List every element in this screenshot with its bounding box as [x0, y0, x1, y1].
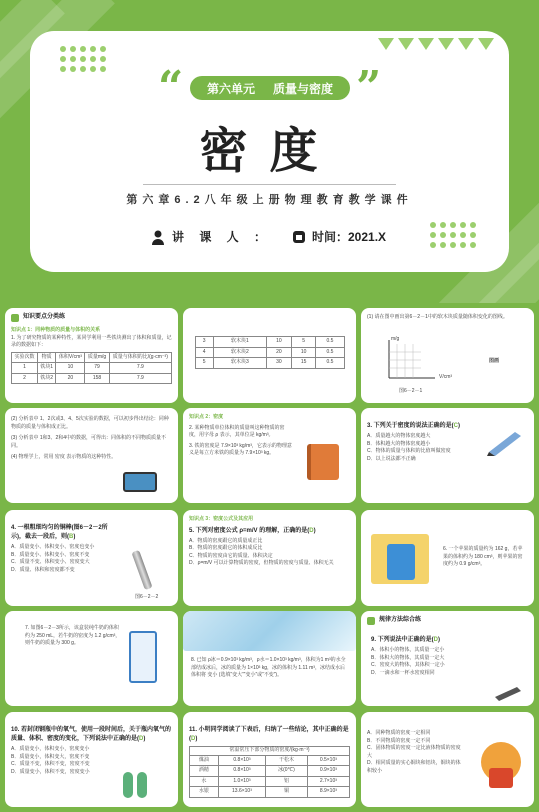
table-cell: 13.6×10³: [218, 787, 266, 798]
answer-choice: D: [433, 637, 439, 643]
table-cell: 8.9×10³: [307, 787, 349, 798]
option-a: A．质量变小，体积变小，密度变小: [11, 746, 90, 752]
knowledge-point: 知识点 3：密度公式及其应用: [189, 516, 254, 522]
table-cell: 7.9: [109, 363, 171, 374]
question-text: 3. 铁的密度是 7.9×10³ kg/m³，它表示的物理意义是每立方米铁的质量为 7.9×10³ kg。: [189, 442, 292, 456]
table-cell: 铜: [266, 787, 308, 798]
table-cell: 软木块3: [213, 358, 266, 369]
unit-tag: [190, 76, 350, 100]
table-cell: 1: [12, 363, 38, 374]
table-cell: 2: [12, 373, 38, 384]
answer-choice: D: [191, 736, 196, 742]
slide-thumb-11[interactable]: [183, 611, 356, 706]
slide-thumb-14[interactable]: [183, 712, 356, 807]
table-cell: 0.9×10³: [307, 766, 349, 777]
table-cell: 79: [85, 363, 109, 374]
title-slide: [0, 0, 539, 303]
option-c: C．质量不变、体积变小、密度变大: [11, 559, 90, 565]
table-cell: 0.5: [316, 347, 344, 358]
slide-header: [5, 308, 178, 327]
table-cell: 煤油: [190, 755, 219, 766]
triangle-deco: [438, 38, 454, 50]
option-d: D．相同质量的实心铜块和铝块，铜块的体积较小: [367, 760, 461, 774]
option-a: A．同种物质的密度一定相同: [367, 730, 431, 736]
knowledge-point: 知识点 2：密度: [189, 414, 224, 420]
graph-grid-figure: [381, 336, 441, 388]
answer-text: (3) 分析表中 1和3、2和4中的数据，可得出：同体积的不同物质质量不同。: [11, 435, 167, 449]
table-cell: 20: [267, 347, 292, 358]
answer-choice: C: [453, 423, 459, 429]
table-cell: 冰(0℃): [266, 766, 308, 777]
question-title: [189, 527, 350, 536]
table-cell: 0.8×10³: [218, 766, 266, 777]
ice-image: [183, 611, 356, 651]
table-cell: 20: [56, 373, 85, 384]
table-cell: 158: [85, 373, 109, 384]
question-title: [11, 524, 119, 542]
time-label: 时间：2021.X: [312, 230, 387, 244]
slide-thumb-4[interactable]: [5, 408, 178, 503]
option-d: D．以上说法都不正确: [367, 455, 416, 462]
subtitle: 第六章6.2八年级上册物理教育教学课件: [126, 194, 413, 206]
laptop-image: [123, 472, 157, 492]
table-header: 质量m/g: [85, 352, 109, 363]
option-c: C．密度大的物体，其体积一定小: [371, 662, 445, 668]
option-c: C．物体的质量与体积的比值叫做密度: [367, 448, 451, 454]
slide-thumbnail-grid: [0, 303, 539, 812]
gas-cylinder-image: [123, 772, 133, 798]
table-cell: 铁块2: [37, 373, 55, 384]
table-header: 物质: [37, 352, 55, 363]
table-cell: 10: [56, 363, 85, 374]
question-stem: 11. 小明同学阅读了下表后，归纳了一些结论，其中正确的是(: [189, 727, 349, 742]
paren-close: ): [195, 736, 198, 742]
option-b: B．体积越大的物体密度越小: [367, 440, 431, 447]
quote-close-mark: ”: [356, 62, 382, 113]
table-cell: 10: [291, 347, 316, 358]
table-cell: 0.5×10³: [307, 755, 349, 766]
table-cell: 软木块1: [213, 337, 266, 348]
dot-grid-deco: [60, 46, 106, 72]
option-b: B．体积大的物体，其质量一定大: [371, 654, 445, 661]
paren-close: ): [438, 637, 441, 643]
answer-choice: B: [69, 534, 74, 540]
paren-close: ): [313, 527, 316, 534]
slide-thumb-2[interactable]: [183, 308, 356, 403]
table-cell: 15: [291, 358, 316, 369]
slide-thumb-7[interactable]: [5, 510, 178, 606]
slide-thumb-8[interactable]: [183, 510, 356, 606]
option-b: B．质量变小、体积变小、密度不变: [11, 551, 90, 558]
axis-x-label: V/cm³: [439, 374, 453, 380]
gas-cylinder-image: [137, 772, 147, 798]
option-a: A．体积小的物体，其质量一定小: [371, 647, 445, 653]
table-cell: 0.5: [316, 358, 344, 369]
option-a: A．质量变小、体积变小、密度也变小: [11, 544, 95, 550]
table-header: 实验次数: [12, 352, 38, 363]
option-c: C．固体物质的密度一定比液体物质的密度大: [367, 745, 461, 759]
option-c: C．质量不变，体积不变，密度不变: [11, 761, 90, 767]
question-stem: 4. 一根粗细均匀的铜棒(图6－2－2所示)，截去一段后，则(: [11, 525, 108, 540]
triangle-deco: [478, 38, 494, 50]
table-cell: 0.8×10³: [218, 755, 266, 766]
divider: [143, 184, 396, 185]
slide-thumb-6[interactable]: [361, 408, 534, 503]
option-a: A．质量越大的物体密度越大: [367, 433, 431, 439]
time-row: [292, 228, 386, 245]
table-header: 质量与体积的比/(g·cm⁻³): [109, 352, 171, 363]
table-cell: 软木块2: [213, 347, 266, 358]
section-title: 规律方法综合练: [379, 617, 422, 623]
slide-thumb-5[interactable]: [183, 408, 356, 503]
table-cell: 3: [195, 337, 213, 348]
question-stem: 9. 下列说法中正确的是(: [371, 637, 434, 643]
slide-thumb-10[interactable]: [5, 611, 178, 706]
option-b: B．物质的密度跟它的体积成反比: [189, 545, 263, 551]
question-text: 6. 一个苹果的质量约为 162 g，若苹果的体积约为 180 cm³，则苹果的密度约为 0.9 g/cm³。: [443, 546, 523, 567]
table-cell: 0.5: [316, 337, 344, 348]
table-cell: 水银: [190, 787, 219, 798]
option-d: D．质量、体积和密度都不变: [11, 566, 75, 573]
table-cell: 5: [291, 337, 316, 348]
table-cell: 4: [195, 347, 213, 358]
option-d: D．ρ=m/V 可以计算物质的密度，但物质的密度与质量、体积无关: [189, 560, 334, 566]
dot-grid-deco: [430, 222, 476, 248]
answer-choice: D: [309, 527, 314, 534]
question-stem: 3. 下列关于密度的说法正确的是(: [367, 423, 454, 429]
table-header: 体积V/cm³: [56, 352, 85, 363]
book-image: [307, 444, 339, 480]
slide-header: [361, 611, 534, 630]
slide-thumb-15[interactable]: [361, 712, 534, 807]
illustration-image: [387, 544, 415, 580]
table-cell: 5: [195, 358, 213, 369]
question-stem: 10. 若封闭钢瓶中的氧气，使用一段时间后，关于瓶内氧气的质量、体积、密度的变化，下列说法中正确的是(: [11, 727, 172, 742]
table-caption: 常温常压下部分物质的密度/(kg·m⁻³): [189, 746, 350, 755]
option-b: B．不同物质的密度一定不同: [367, 737, 431, 744]
answer-text: (4) 物理学上，常用 密度 表示物质的这种特性。: [11, 454, 117, 460]
triangle-deco: [398, 38, 414, 50]
slide-thumb-13[interactable]: [5, 712, 178, 807]
quote-open-mark: “: [158, 62, 184, 113]
table-cell: 2.7×10³: [307, 776, 349, 787]
triangle-deco: [378, 38, 394, 50]
table-cell: 7.9: [109, 373, 171, 384]
table-cell: 1.0×10³: [218, 776, 266, 787]
paren-close: ): [458, 423, 461, 429]
slide-thumb-12[interactable]: [361, 611, 534, 706]
question-text: 7. 如图6－2－3所示，该盒装纯牛奶的体积约为 250 mL，若牛奶的密度为 1.2 g/cm³，则牛奶的质量为 300 g。: [25, 625, 121, 646]
table-cell: 30: [267, 358, 292, 369]
density-table: [189, 755, 350, 798]
table-cell: 10: [267, 337, 292, 348]
question-title: [189, 726, 350, 744]
triangle-deco: [458, 38, 474, 50]
option-d: D．一滴水和一杯水密度相同: [371, 669, 435, 676]
question-title: [11, 726, 172, 744]
question-stem: 5. 下列对密度公式 ρ=m/V 的理解，正确的是(: [189, 527, 310, 534]
figure-caption: 图6－2－2: [135, 594, 159, 600]
figure-caption: 图6－2－1: [399, 388, 423, 394]
slide-thumb-1[interactable]: [5, 308, 178, 403]
question-text: (1) 请在图中画出第6－2－1中的软木块质量随体积变化的图线。: [367, 314, 508, 320]
section-title: 知识要点分类练: [23, 314, 66, 320]
paren-close: ): [73, 534, 76, 540]
calendar-icon: [292, 230, 306, 244]
table-cell: 水: [190, 776, 219, 787]
slide-thumb-9[interactable]: [361, 510, 534, 606]
table-cell: 干松木: [266, 755, 308, 766]
option-b: B．质量变小，体积变大，密度不变: [11, 753, 90, 760]
speaker-row: [150, 228, 272, 245]
table-cell: 铁块1: [37, 363, 55, 374]
delivery-rider-image: [489, 768, 513, 788]
axis-y-label: m/g: [391, 336, 400, 342]
data-table: [11, 352, 172, 385]
teacher-icon: [150, 229, 166, 245]
table-cell: 铝: [266, 776, 308, 787]
answer-text: (2) 分析表中 1、2次或3、4、5次实验的数据，可以初步得出结论：同种物质的质量与体积成正比。: [11, 416, 169, 430]
unit-label: 第六单元: [206, 81, 255, 96]
side-label: 图画: [489, 358, 500, 364]
table-cell: 酒精: [190, 766, 219, 777]
option-a: A．物质的密度跟它的质量成正比: [189, 537, 263, 544]
question-title: [371, 636, 524, 645]
question-text: 8. 已知 ρ冰＝0.9×10³ kg/m³，ρ水＝1.0×10³ kg/m³，体积为1 m³的水全部结成冰后，冰的质量为 1×10³ kg，冰的体积为 1.11 m³，冰结成水后体积将 变小 (选填“变大”“变小”或“不变”)。: [191, 657, 346, 678]
pen-icon: [485, 426, 525, 456]
answer-choice: D: [139, 736, 144, 742]
option-c: C．物质的密度由它的质量、体积决定: [189, 552, 273, 559]
paren-close: ): [143, 736, 146, 742]
bullet-icon: [367, 617, 375, 625]
question-text: 1. 为了研究物质的某种特性，某同学利用一些铁块测出了体积和质量，记录的数据如下：: [11, 334, 172, 348]
topic-label: 质量与密度: [273, 81, 334, 96]
question-text: 2. 某种物质单位体积的质量叫这种物质的密度，用字母 ρ 表示，其单位是 kg/m³。: [189, 424, 285, 438]
copper-rod-image: [131, 550, 152, 590]
milk-box-image: [129, 631, 157, 683]
triangle-deco: [418, 38, 434, 50]
knowledge-point: 知识点 1：同种物质的质量与体积的关系: [11, 327, 101, 333]
page-title: 密度: [199, 123, 340, 179]
slide-thumb-3[interactable]: [361, 308, 534, 403]
option-d: D．质量变小，体积不变，密度变小: [11, 768, 90, 775]
speaker-label: 讲 课 人 ：: [172, 230, 273, 244]
data-table: [195, 336, 345, 369]
bullet-icon: [11, 314, 19, 322]
pen-icon: [493, 685, 523, 701]
